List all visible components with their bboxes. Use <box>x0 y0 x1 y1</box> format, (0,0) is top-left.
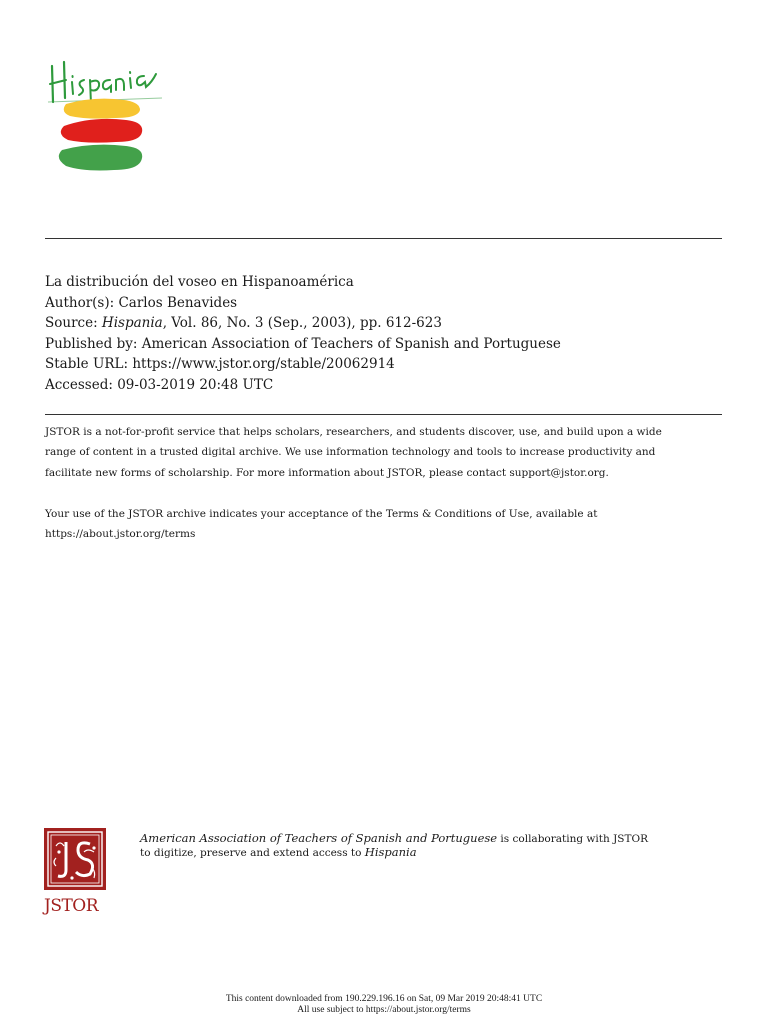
author-name: Carlos Benavides <box>118 294 238 311</box>
collab-publisher: American Association of Teachers of Spanish and Portuguese <box>140 831 498 845</box>
hispania-logo-graphic <box>44 52 168 180</box>
source-label: Source: <box>45 315 98 332</box>
notice-line: range of content in a trusted digital archive. We use information technology and tools to increase productivity and <box>45 446 656 459</box>
footer-line-2: All use subject to https://about.jstor.org/terms <box>297 1005 471 1015</box>
jstor-wordmark: JSTOR <box>44 896 99 916</box>
terms-link[interactable]: https://about.jstor.org/terms <box>45 528 196 541</box>
accessed-date: 09-03-2019 20:48 UTC <box>117 376 274 393</box>
source-journal: Hispania <box>101 315 163 332</box>
author-label: Author(s): <box>45 294 115 311</box>
notice-line: Your use of the JSTOR archive indicates your acceptance of the Terms & Conditions of Use, available at <box>45 507 598 520</box>
notice-paragraph-2 <box>45 504 725 545</box>
notice-line: facilitate new forms of scholarship. For more information about JSTOR, please contact support@jstor.org. <box>45 466 609 479</box>
middle-divider <box>45 414 722 415</box>
jstor-emblem <box>44 828 106 890</box>
footer-line-1: This content downloaded from 190.229.196.16 on Sat, 09 Mar 2019 20:48:41 UTC <box>225 994 543 1004</box>
hispania-logo <box>44 52 168 180</box>
jstor-emblem-graphic <box>44 828 106 890</box>
stable-url-label: Stable URL: <box>45 356 129 373</box>
jstor-logo <box>44 828 108 920</box>
notice-line: JSTOR is a not-for-profit service that helps scholars, researchers, and students discover, use, and build upon a wide <box>45 426 662 438</box>
collab-text-2: to digitize, preserve and extend access to <box>140 847 365 859</box>
stable-url-line <box>45 354 725 375</box>
source-line <box>45 313 725 334</box>
accessed-label: Accessed: <box>45 376 113 393</box>
notice-paragraph-1 <box>45 422 725 483</box>
accessed-line <box>45 375 725 396</box>
publisher-line <box>45 334 725 355</box>
author-line <box>45 293 725 314</box>
stable-url-link[interactable]: https://www.jstor.org/stable/20062914 <box>132 356 395 373</box>
top-divider <box>45 238 722 239</box>
source-details: , Vol. 86, No. 3 (Sep., 2003), pp. 612-623 <box>162 315 442 332</box>
collab-text-1: is collaborating with JSTOR <box>497 833 649 845</box>
publisher-name: American Association of Teachers of Spanish and Portuguese <box>141 335 561 352</box>
jstor-notice <box>45 422 725 544</box>
collab-journal: Hispania <box>364 845 417 859</box>
download-footer <box>0 994 768 1016</box>
article-title: La distribución del voseo en Hispanoamérica <box>45 274 354 290</box>
article-metadata <box>45 272 725 396</box>
collab-line-2 <box>140 846 720 860</box>
publisher-label: Published by: <box>45 335 138 352</box>
collaboration-statement <box>140 832 720 860</box>
collab-line-1 <box>140 832 720 846</box>
